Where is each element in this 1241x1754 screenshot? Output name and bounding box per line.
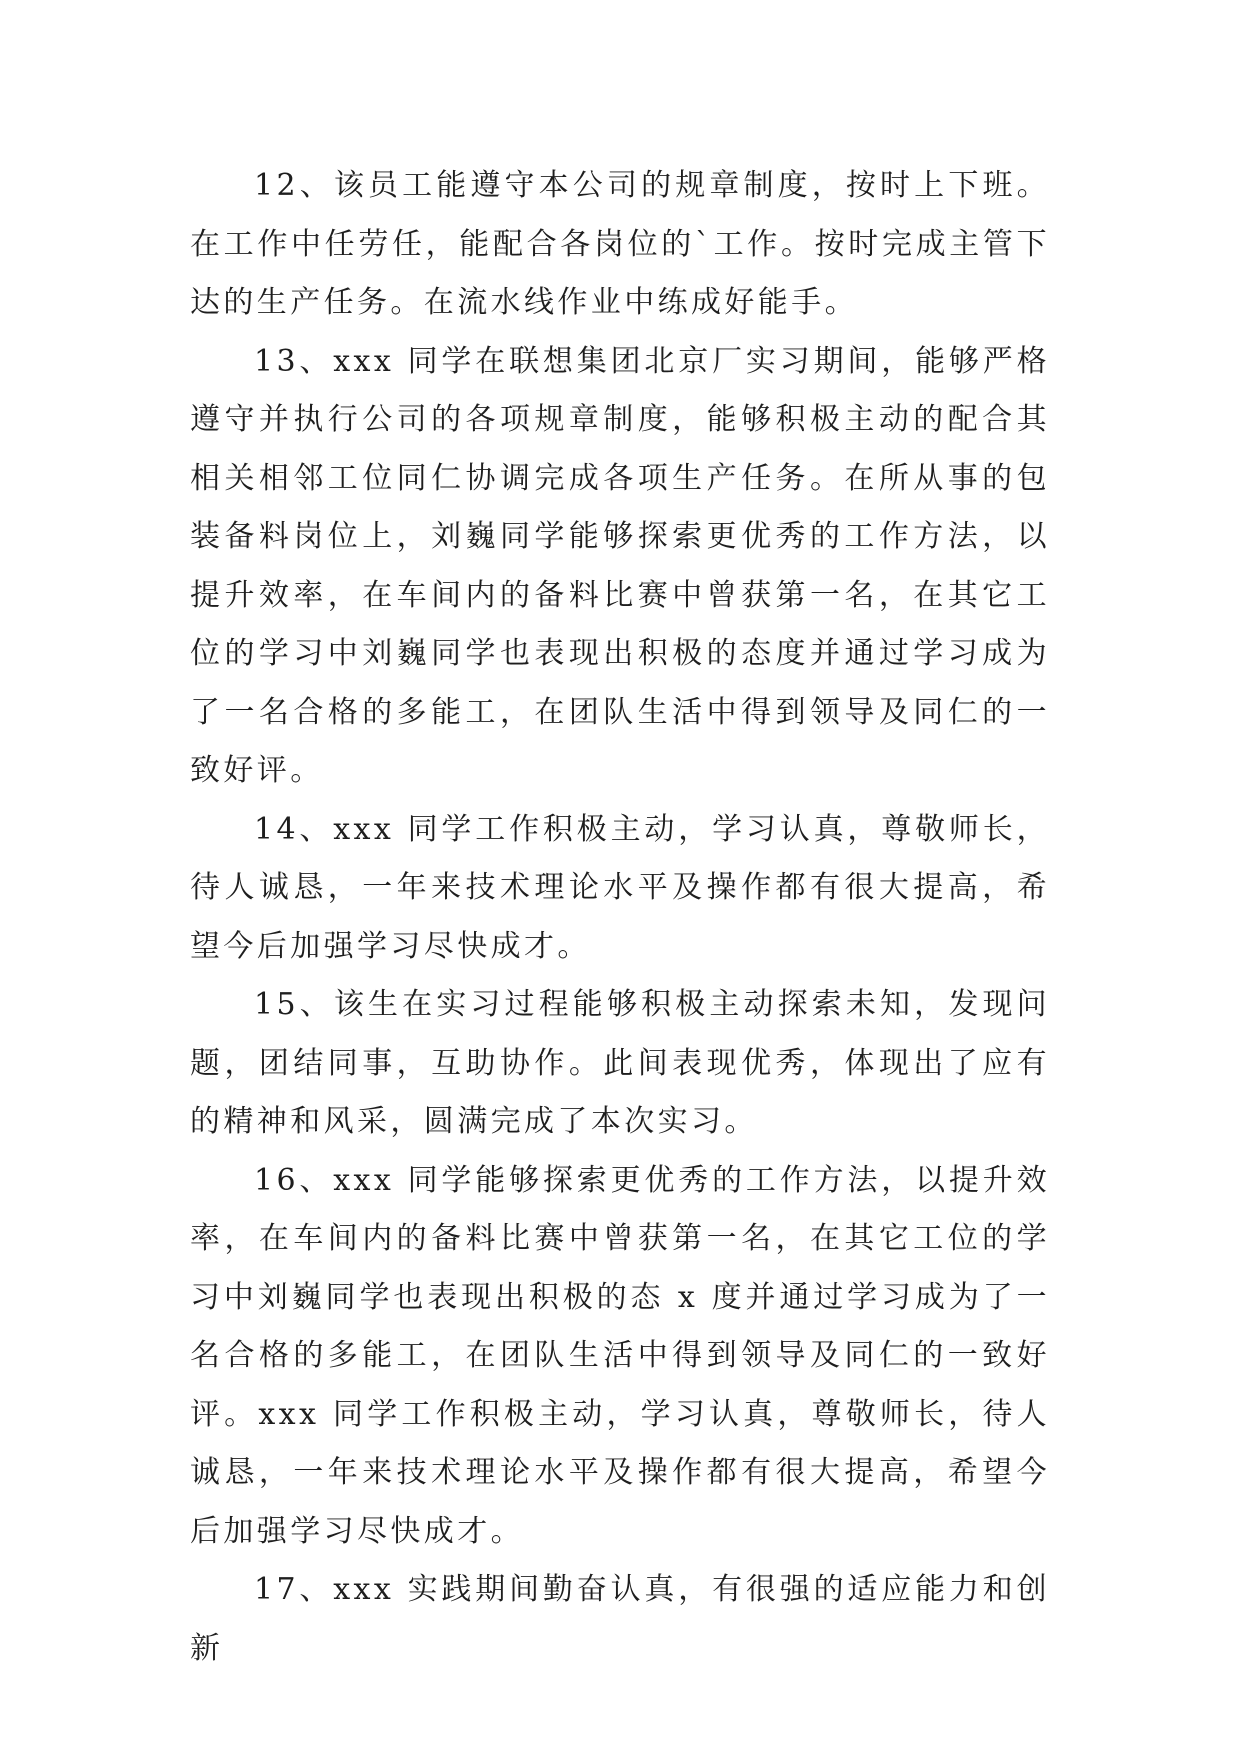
paragraph-13: 13、xxx 同学在联想集团北京厂实习期间，能够严格遵守并执行公司的各项规章制度，能够积极主动的配合其相关相邻工位同仁协调完成各项生产任务。在所从事的包装备料岗位上，刘巍同学能够探索更优秀的工作方法，以提升效率，在车间内的备料比赛中曾获第一名，在其它工位的学习中刘巍同学也表现出积极的态度并通过学习成为了一名合格的多能工，在团队生活中得到领导及同仁的一致好评。: [190, 343, 1050, 788]
paragraph-12: 12、该员工能遵守本公司的规章制度，按时上下班。在工作中任劳任，能配合各岗位的`工作。按时完成主管下达的生产任务。在流水线作业中练成好能手。: [190, 168, 1050, 320]
document-body: [190, 157, 1050, 1678]
paragraph-16: 16、xxx 同学能够探索更优秀的工作方法，以提升效率，在车间内的备料比赛中曾获第一名，在其它工位的学习中刘巍同学也表现出积极的态 x 度并通过学习成为了一名合格的多能工，在团队生活中得到领导及同仁的一致好评。xxx 同学工作积极主动，学习认真，尊敬师长，待人诚恳，一年来技术理论水平及操作都有很大提高，希望今后加强学习尽快成才。: [190, 1162, 1050, 1549]
paragraph-14: 14、xxx 同学工作积极主动，学习认真，尊敬师长，待人诚恳，一年来技术理论水平及操作都有很大提高，希望今后加强学习尽快成才。: [190, 811, 1050, 964]
paragraph-15: 15、该生在实习过程能够积极主动探索未知，发现问题，团结同事，互助协作。此间表现优秀，体现出了应有的精神和风采，圆满完成了本次实习。: [190, 987, 1050, 1139]
paragraph-17: 17、xxx 实践期间勤奋认真，有很强的适应能力和创新: [190, 1572, 1050, 1666]
